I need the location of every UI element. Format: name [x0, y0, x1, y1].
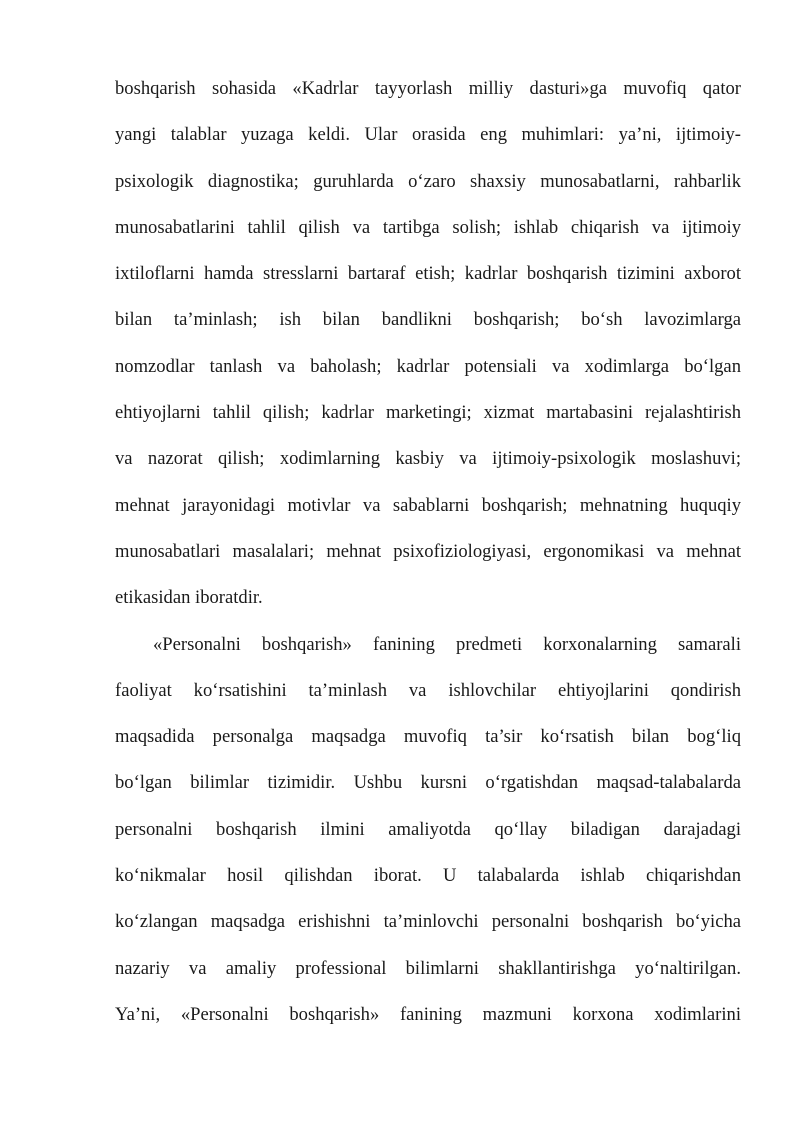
text-line: yangi talablar yuzaga keldi. Ular orasida eng muhimlari: ya’ni, ijtimoiy-	[115, 124, 741, 146]
text-line: ko‘zlangan maqsadga erishishni ta’minlovchi personalni boshqarish bo‘yicha	[115, 911, 741, 933]
text-line: bo‘lgan bilimlar tizimidir. Ushbu kursni o‘rgatishdan maqsad-talabalarda	[115, 772, 741, 794]
paragraph-1	[115, 72, 741, 628]
text-line: mehnat jarayonidagi motivlar va sabablarni boshqarish; mehnatning huquqiy	[115, 494, 741, 516]
text-line: munosabatlarini tahlil qilish va tartibga solish; ishlab chiqarish va ijtimoiy	[115, 216, 741, 238]
text-line: nazariy va amaliy professional bilimlarni shakllantirishga yo‘naltirilgan.	[115, 957, 741, 979]
body-text	[115, 72, 741, 1044]
paragraph-2	[115, 628, 741, 1045]
text-line: faoliyat ko‘rsatishini ta’minlash va ishlovchilar ehtiyojlarini qondirish	[115, 679, 741, 701]
text-line: ko‘nikmalar hosil qilishdan iborat. U talabalarda ishlab chiqarishdan	[115, 865, 741, 887]
text-line: va nazorat qilish; xodimlarning kasbiy va ijtimoiy-psixologik moslashuvi;	[115, 448, 741, 470]
text-line: nomzodlar tanlash va baholash; kadrlar potensiali va xodimlarga bo‘lgan	[115, 355, 741, 377]
text-line: ixtiloflarni hamda stresslarni bartaraf etish; kadrlar boshqarish tizimini axborot	[115, 263, 741, 285]
text-line: munosabatlari masalalari; mehnat psixofiziologiyasi, ergonomikasi va mehnat	[115, 540, 741, 562]
text-line: psixologik diagnostika; guruhlarda o‘zaro shaxsiy munosabatlarni, rahbarlik	[115, 170, 741, 192]
text-line: «Personalni boshqarish» fanining predmeti korxonalarning samarali	[153, 633, 741, 655]
text-line: maqsadida personalga maqsadga muvofiq ta’sir ko‘rsatish bilan bog‘liq	[115, 726, 741, 748]
text-line: Ya’ni, «Personalni boshqarish» fanining mazmuni korxona xodimlarini	[115, 1003, 741, 1025]
text-line: boshqarish sohasida «Kadrlar tayyorlash milliy dasturi»ga muvofiq qator	[115, 78, 741, 99]
text-line: personalni boshqarish ilmini amaliyotda qo‘llay biladigan darajadagi	[115, 818, 741, 840]
text-line: etikasidan iboratdir.	[115, 587, 263, 609]
text-line: ehtiyojlarni tahlil qilish; kadrlar marketingi; xizmat martabasini rejalashtirish	[115, 402, 741, 424]
text-line: bilan ta’minlash; ish bilan bandlikni boshqarish; bo‘sh lavozimlarga	[115, 309, 741, 331]
